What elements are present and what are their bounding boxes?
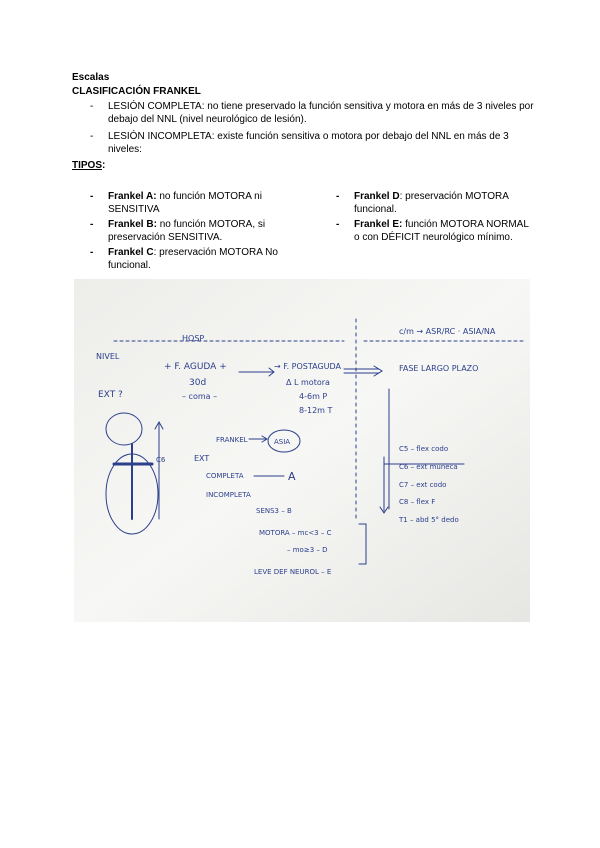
frankel-d-item [334, 190, 534, 216]
note-f-postaguda: → F. POSTAGUDA [274, 362, 341, 371]
frankel-e-desc: función MOTORA NORMAL o con DÉFICIT neurológico mínimo. [354, 219, 529, 243]
notes-sketch [74, 279, 530, 622]
frankel-c-name: Frankel C [108, 247, 154, 258]
document-title: CLASIFICACIÓN FRANKEL [72, 86, 201, 97]
tipos-heading [72, 160, 105, 171]
note-fase-largo: FASE LARGO PLAZO [399, 364, 479, 373]
frankel-d-name: Frankel D [354, 191, 400, 202]
note-8-12m: 8-12m T [299, 406, 333, 415]
frankel-a-name: Frankel A: [108, 191, 157, 202]
note-4-6m: 4-6m P [299, 392, 328, 401]
frankel-b-name: Frankel B: [108, 219, 157, 230]
frankel-e-name: Frankel E: [354, 219, 403, 230]
note-t1: T1 – abd 5° dedo [399, 516, 459, 524]
frankel-e-item [334, 218, 534, 244]
note-c6: C6 [156, 456, 166, 464]
frankel-a-item [88, 190, 298, 216]
note-asia: ASIA [274, 438, 291, 446]
note-a: A [288, 470, 296, 483]
frankel-c-item [88, 246, 298, 272]
note-leve-e: LEVE DEF NEUROL – E [254, 568, 332, 576]
section-heading: Escalas [72, 72, 110, 83]
tipos-colon: : [102, 160, 106, 171]
frankel-c-desc: : preservación MOTORA No funcional. [108, 247, 278, 271]
lesion-definitions-list [88, 100, 538, 160]
lesion-incompleta-item: - LESIÓN INCOMPLETA: existe función sensitiva o motora por debajo del NNL en más de 3 niveles: [88, 130, 538, 156]
note-motora-c: MOTORA – mc<3 – C [259, 529, 332, 537]
note-c5: C5 – flex codo [399, 445, 449, 453]
lesion-completa-item: - LESIÓN COMPLETA: no tiene preservado la función sensitiva y motora en más de 3 niveles por debajo del NNL (nivel neurológico de lesión). [88, 100, 538, 126]
note-sens-b: SENS3 – B [256, 507, 292, 515]
note-completa: COMPLETA [206, 472, 244, 480]
note-30d: 30d [189, 378, 207, 388]
note-incompleta: INCOMPLETA [206, 491, 251, 499]
tipos-list-left [88, 190, 298, 274]
note-c8: C8 – flex F [399, 498, 436, 506]
note-c7: C7 – ext codo [399, 481, 447, 489]
tipos-label: TIPOS [72, 160, 103, 171]
frankel-a-desc: no función MOTORA ni SENSITIVA [108, 191, 262, 215]
frankel-b-item [88, 218, 298, 244]
note-nivel: NIVEL [96, 352, 120, 361]
note-cm: c/m → ASR/RC · ASIA/NA [399, 327, 496, 336]
note-lvl-motora: Δ L motora [286, 378, 330, 387]
note-c6b: C6 – ext muñeca [399, 463, 458, 471]
note-coma: – coma – [182, 392, 218, 401]
note-ext-q: EXT ? [98, 390, 123, 400]
tipos-list-right [334, 190, 534, 246]
frankel-b-desc: no función MOTORA, si preservación SENSITIVA. [108, 219, 266, 243]
note-mo-d: – mo≥3 – D [287, 546, 328, 554]
note-hosp: HOSP [182, 334, 205, 343]
frankel-d-desc: : preservación MOTORA funcional. [354, 191, 509, 215]
note-frankel: FRANKEL [216, 436, 248, 444]
note-ext: EXT [194, 454, 210, 463]
note-f-aguda: + F. AGUDA + [164, 362, 227, 372]
handwritten-notes-photo [74, 279, 530, 622]
